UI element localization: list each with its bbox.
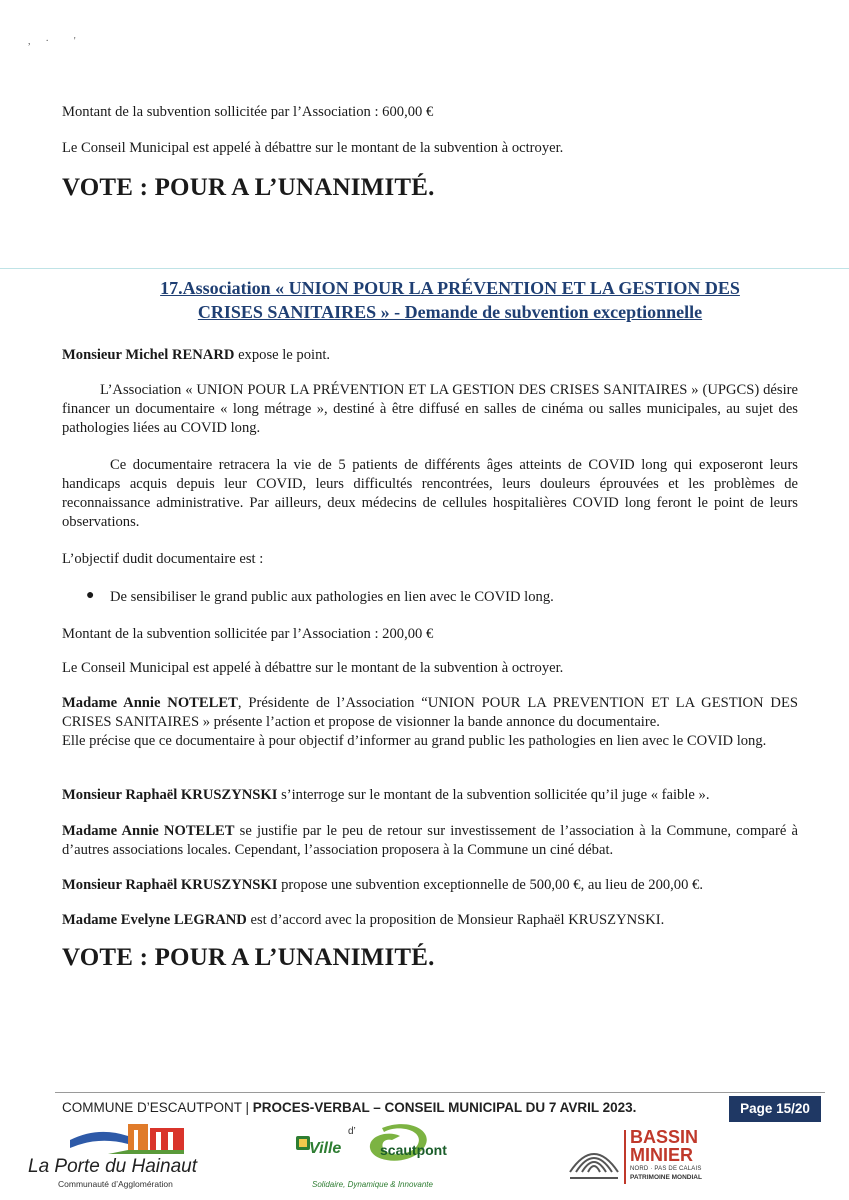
vote-unanimite-2: VOTE : POUR A L’UNANIMITÉ. — [62, 944, 435, 971]
item17-title-line1: 17.Association « UNION POUR LA PRÉVENTION ET LA GESTION DES — [160, 278, 740, 298]
logo-bassin-minier: BASSIN MINIER NORD · PAS DE CALAIS PATRIMOINE MONDIAL — [566, 1130, 716, 1190]
paragraph-renard: Monsieur Michel RENARD expose le point. — [62, 347, 331, 363]
conseil-debat-2: Le Conseil Municipal est appelé à débattre sur le montant de la subvention à octroyer. — [62, 660, 564, 676]
paragraph-association: L’Association « UNION POUR LA PRÉVENTION ET LA GESTION DES CRISES SANITAIRES » (UPGCS) désire financer un documentaire « long métrage », destiné à être diffusé en salles de cinéma ou salles municipales, au sujet des pathologies liées au COVID long. — [62, 382, 798, 436]
scan-marks: , · ' — [28, 36, 76, 47]
paragraph-notelet-2: Madame Annie NOTELET se justifie par le peu de retour sur investissement de l’association à la Commune, comparé à d’autres associations locales. Cependant, l’association proposera à la Commune un ciné débat. — [62, 823, 798, 858]
paragraph-kruszynski-2: Monsieur Raphaël KRUSZYNSKI propose une subvention exceptionnelle de 500,00 €, au lieu de 200,00 €. — [62, 877, 703, 893]
bullet-item: De sensibiliser le grand public aux pathologies en lien avec le COVID long. — [110, 589, 554, 605]
bassin-divider — [624, 1130, 626, 1184]
scan-artifact-line — [0, 268, 849, 269]
paragraph-notelet-1: Madame Annie NOTELET, Présidente de l’Association “UNION POUR LA PREVENTION ET LA GESTION DES CRISES SANITAIRES » présente l’action et propose de visionner la bande annonce du documentaire. Elle précise que ce documentaire à pour objectif d’informer au grand public les pathologies en lien avec le COVID long. — [62, 695, 798, 749]
paragraph-kruszynski-1: Monsieur Raphaël KRUSZYNSKI s’interroge sur le montant de la subvention sollicitée qu’il juge « faible ». — [62, 787, 710, 803]
footer-divider — [55, 1092, 825, 1093]
logo-porte-du-hainaut: La Porte du Hainaut Communauté d’Agglomération — [28, 1118, 218, 1190]
conseil-debat-1: Le Conseil Municipal est appelé à débattre sur le montant de la subvention à octroyer. — [62, 140, 564, 156]
paragraph-objectif: L’objectif dudit documentaire est : — [62, 551, 264, 567]
bullet-dot-icon: ● — [86, 588, 95, 603]
page-number-badge: Page 15/20 — [729, 1096, 821, 1122]
speaker-name: Monsieur Michel RENARD — [62, 347, 235, 363]
vote-unanimite-1: VOTE : POUR A L’UNANIMITÉ. — [62, 174, 435, 201]
paragraph-legrand: Madame Evelyne LEGRAND est d’accord avec la proposition de Monsieur Raphaël KRUSZYNSKI. — [62, 912, 665, 928]
footer-title: COMMUNE D’ESCAUTPONT | PROCES-VERBAL – CONSEIL MUNICIPAL DU 7 AVRIL 2023. — [62, 1100, 637, 1115]
porte-hainaut-emblem-icon — [68, 1118, 188, 1156]
logo-ville-escautpont: Ville d’ scautpont Solidaire, Dynamique & Innovante — [292, 1118, 452, 1196]
montant-600: Montant de la subvention sollicitée par l’Association : 600,00 € — [62, 104, 434, 120]
bassin-minier-fingerprint-icon — [566, 1132, 622, 1186]
item17-title-line2: CRISES SANITAIRES » - Demande de subvention exceptionnelle — [197, 302, 703, 322]
montant-200: Montant de la subvention sollicitée par l’Association : 200,00 € — [62, 626, 434, 642]
paragraph-documentaire: Ce documentaire retracera la vie de 5 patients de différents âges atteints de COVID long qui exposeront leurs handicaps acquis depuis leur COVID, leurs difficultés rencontrées, leurs douleurs éprouvées et les problèmes de reconnaissance administrative. Par ailleurs, deux médecins de cellules hospitalières COVID long feront le point de leurs observations. — [62, 457, 798, 530]
